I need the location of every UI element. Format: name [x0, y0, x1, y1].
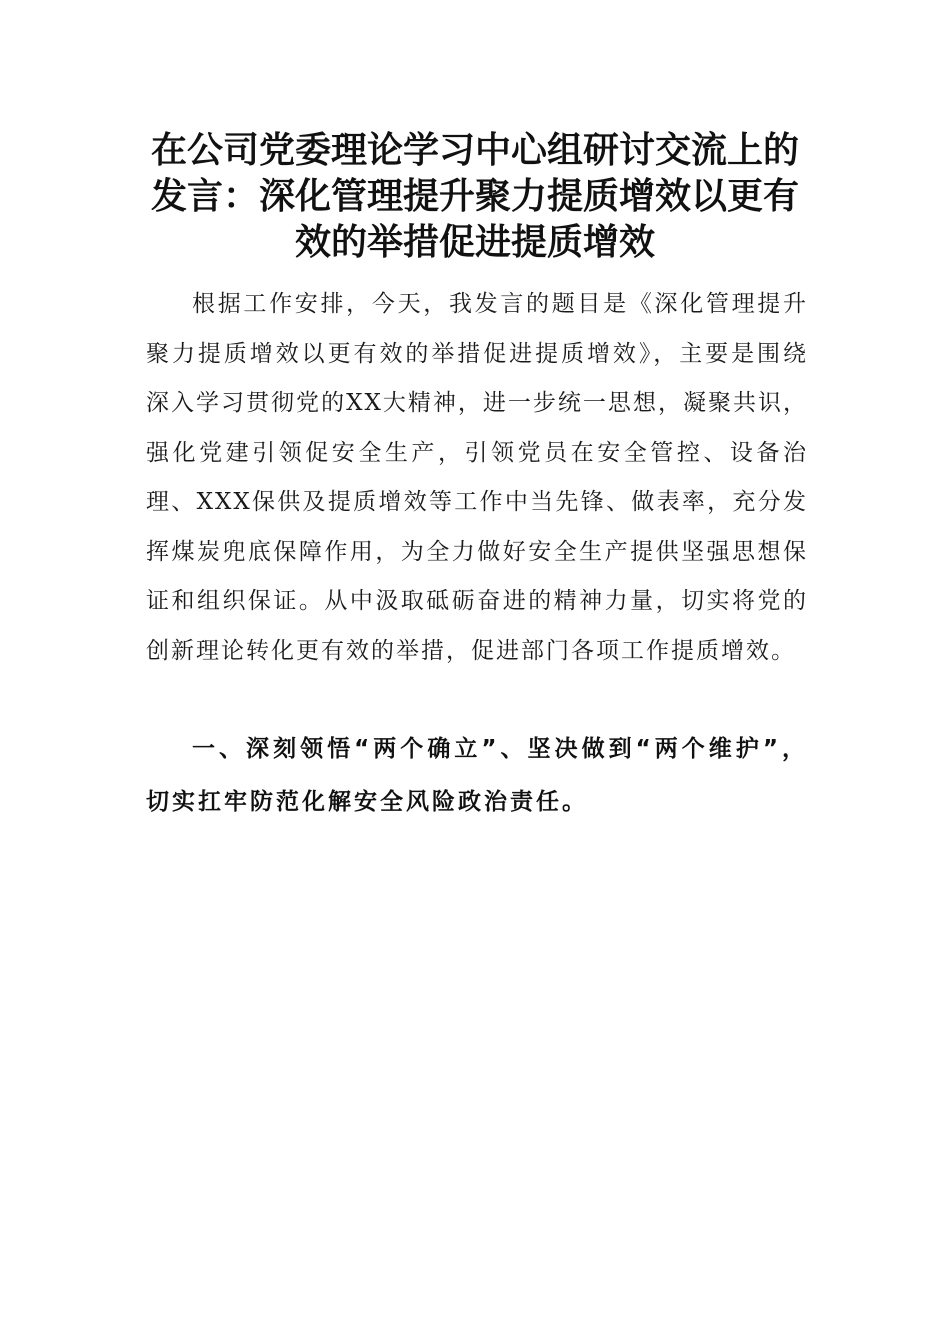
document-title: 在公司党委理论学习中心组研讨交流上的发言：深化管理提升聚力提质增效以更有效的举措促进提质增效: [150, 130, 799, 263]
body-paragraph: 根据工作安排，今天，我发言的题目是《深化管理提升聚力提质增效以更有效的举措促进提质增效》，主要是围绕深入学习贯彻党的XX大精神，进一步统一思想，凝聚共识，强化党建引领促安全生产，引领党员在安全管控、设备治理、XXX保供及提质增效等工作中当先锋、做表率，充分发挥煤炭兜底保障作用，为全力做好安全生产提供坚强思想保证和组织保证。从中汲取砥砺奋进的精神力量，切实将党的创新理论转化更有效的举措，促进部门各项工作提质增效。: [146, 291, 808, 664]
section-heading: 一、深刻领悟“两个确立”、坚决做到“两个维护”，切实扛牢防范化解安全风险政治责任。: [146, 736, 808, 815]
